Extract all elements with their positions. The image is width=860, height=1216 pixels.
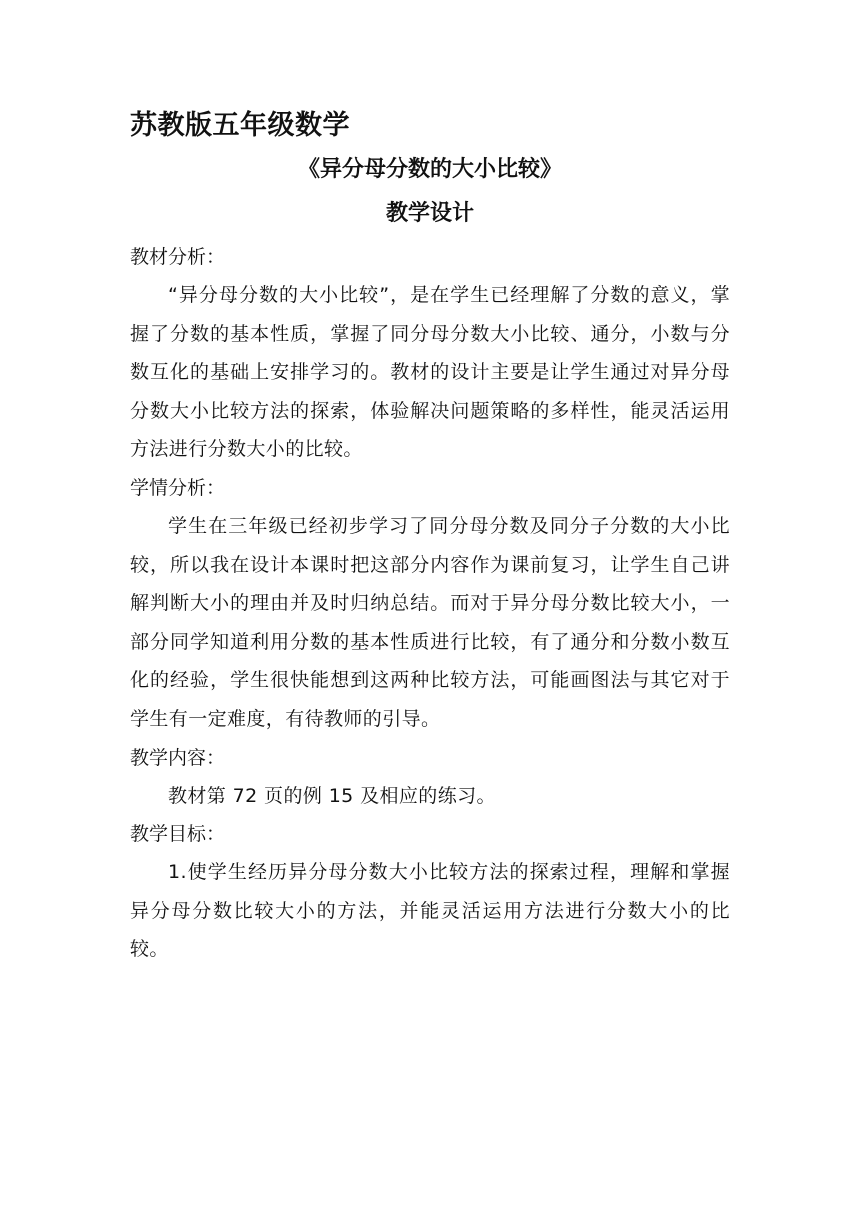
section-paragraph: 1.使学生经历异分母分数大小比较方法的探索过程，理解和掌握异分母分数比较大小的方法，并能灵活运用方法进行分数大小的比较。 <box>130 861 730 961</box>
section-teaching-goals <box>130 815 730 969</box>
section-teaching-content <box>130 739 730 816</box>
section-textbook-analysis <box>130 238 730 469</box>
section-paragraph: “异分母分数的大小比较”，是在学生已经理解了分数的意义，掌握了分数的基本性质，掌握了同分母分数大小比较、通分，小数与分数互化的基础上安排学习的。教材的设计主要是让学生通过对异分母分数大小比较方法的探索，体验解决问题策略的多样性，能灵活运用方法进行分数大小的比较。 <box>130 284 730 461</box>
document-page <box>130 104 730 969</box>
lesson-title: 《异分母分数的大小比较》 <box>297 157 562 182</box>
section-heading: 学情分析： <box>130 476 226 499</box>
section-heading: 教学目标： <box>130 823 226 846</box>
section-heading: 教学内容： <box>130 746 226 769</box>
section-heading: 教材分析： <box>130 246 226 268</box>
section-paragraph: 学生在三年级已经初步学习了同分母分数及同分子分数的大小比较，所以我在设计本课时把这部分内容作为课前复习，让学生自己讲解判断大小的理由并及时归纳总结。而对于异分母分数比较大小，一部分同学知道利用分数的基本性质进行比较，有了通分和分数小数互化的经验，学生很快能想到这两种比较方法，可能画图法与其它对于学生有一定难度，有待教师的引导。 <box>130 514 730 730</box>
section-paragraph: 教材第 72 页的例 15 及相应的练习。 <box>168 784 496 807</box>
document-subtitle: 教学设计 <box>385 201 474 226</box>
section-student-analysis <box>130 469 730 739</box>
document-heading: 苏教版五年级数学 <box>130 110 350 141</box>
